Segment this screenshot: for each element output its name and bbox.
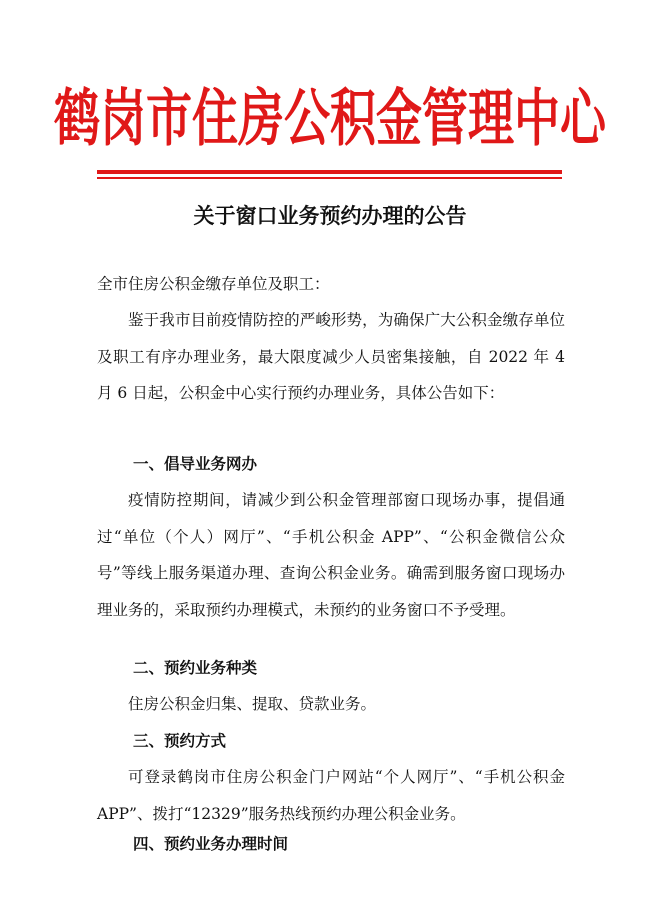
letterhead-rule-thin (97, 177, 562, 179)
intro-paragraph: 鉴于我市目前疫情防控的严峻形势，为确保广大公积金缴存单位及职工有序办理业务，最大限度减少人员密集接触，自 2022 年 4 月 6 日起，公积金中心实行预约办理业务，具体公告如下： (97, 311, 565, 402)
salutation: 全市住房公积金缴存单位及职工： (97, 275, 330, 293)
section-2-heading: 二、预约业务种类 (133, 659, 258, 677)
section-4-heading: 四、预约业务办理时间 (133, 835, 289, 853)
notice-title: 关于窗口业务预约办理的公告 (193, 204, 467, 228)
letterhead-title: 鹤岗市住房公积金管理中心 (54, 81, 606, 155)
section-2-body: 住房公积金归集、提取、贷款业务。 (128, 695, 377, 713)
section-1-body: 疫情防控期间，请减少到公积金管理部窗口现场办事，提倡通过“单位（个人）网厅”、“手机公积金 APP”、“公积金微信公众号”等线上服务渠道办理、查询公积金业务。确需到服务窗口现场办理业务的，采取预约办理模式，未预约的业务窗口不予受理。 (97, 491, 565, 619)
section-1-heading: 一、倡导业务网办 (133, 455, 258, 473)
section-3-heading: 三、预约方式 (133, 732, 227, 750)
section-3-body: 可登录鹤岗市住房公积金门户网站“个人网厅”、“手机公积金 APP”、拨打“12329”服务热线预约办理公积金业务。 (97, 768, 565, 823)
letterhead-rule-thick (97, 170, 562, 174)
